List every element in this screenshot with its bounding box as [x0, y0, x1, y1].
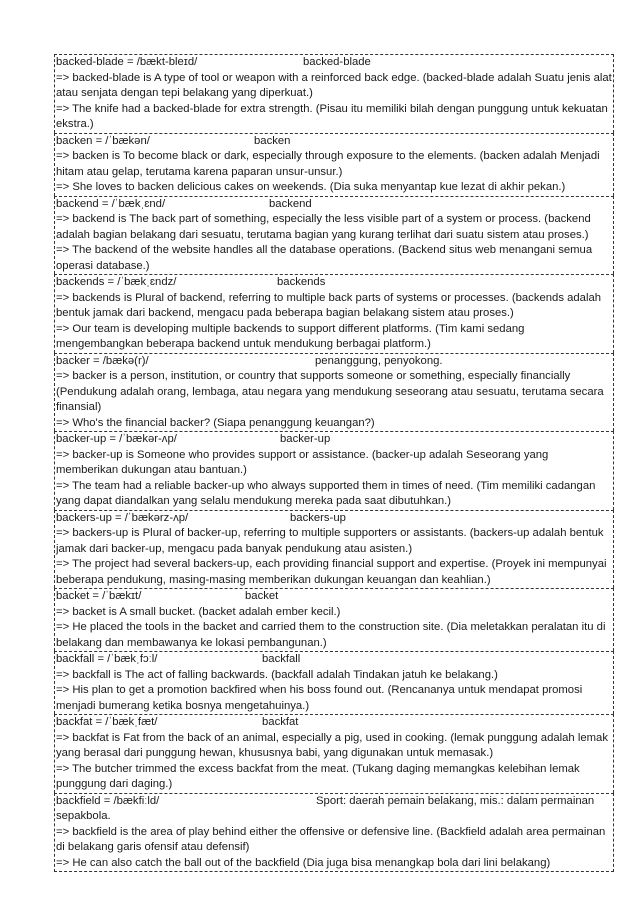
entry-meaning: backfat	[262, 716, 299, 728]
entry-definition: => backers-up is Plural of backer-up, referring to multiple supporters or assistants. (backers-up adalah bentuk jamak dari backer-up, mengacu pada banyak pendukung atau asisten.)	[56, 527, 604, 555]
entry-example: => He can also catch the ball out of the backfield (Dia juga bisa menangkap bola dari lini belakang)	[56, 856, 551, 869]
entry-header	[55, 354, 613, 370]
entry-definition: => backed-blade is A type of tool or weapon with a reinforced back edge. (backed-blade adalah Suatu jenis alat atau senjata dengan tepi belakang yang diperkuat.)	[56, 71, 612, 99]
entry-header	[55, 652, 613, 668]
entry-definition: => backfall is The act of falling backwards. (backfall adalah Tindakan jatuh ke belakang.)	[56, 668, 498, 681]
entry-definition: => backfat is Fat from the back of an animal, especially a pig, used in cooking. (lemak punggung adalah lemak yang berasal dari punggung hewan, khususnya babi, yang digunakan untuk memasak.)	[56, 731, 608, 759]
entry-header	[55, 432, 613, 448]
entry-header	[55, 134, 613, 150]
entry-term: backfield = /bækfiːld/	[56, 794, 160, 807]
dictionary-entry	[54, 196, 614, 275]
dictionary-entry	[54, 353, 614, 432]
entry-meaning: backers-up	[290, 511, 346, 524]
entry-header	[55, 55, 613, 71]
dictionary-page	[54, 54, 614, 872]
entry-example: => Who's the financial backer? (Siapa penanggung keuangan?)	[56, 416, 375, 429]
entry-term: backed-blade = /bækt-bleɪd/	[56, 56, 198, 68]
entry-header	[55, 794, 613, 825]
entry-header	[55, 275, 613, 291]
entry-definition: => backen is To become black or dark, especially through exposure to the elements. (backen adalah Menjadi hitam atau gelap, terutama karena paparan unsur-unsur.)	[56, 150, 600, 178]
entry-term: backer-up = /ˈbækər-ʌp/	[56, 433, 177, 445]
entry-definition: => backends is Plural of backend, referring to multiple back parts of systems or processes. (backends adalah bentuk jamak dari backend, mengacu pada beberapa bagian belakang sistem atau proses.)	[56, 291, 602, 319]
entry-header	[55, 715, 613, 731]
entry-meaning: backet	[245, 590, 279, 602]
entry-term: backend = /ˈbækˌɛnd/	[56, 197, 166, 210]
entry-term: backends = /ˈbækˌɛndz/	[56, 276, 177, 288]
entry-definition: => backer-up is Someone who provides support or assistance. (backer-up adalah Seseorang yang memberikan dukungan atau bantuan.)	[56, 448, 549, 476]
entry-term: backfat = /ˈbækˌfæt/	[56, 716, 158, 728]
entry-term: backers-up = /ˈbækərz-ʌp/	[56, 511, 189, 524]
entry-example: => His plan to get a promotion backfired when his boss found out. (Rencananya untuk mendapat promosi menjadi bumerang ketika bosnya mengetahuinya.)	[56, 684, 583, 712]
entry-example: => The backend of the website handles all the database operations. (Backend situs web menangani semua operasi database.)	[56, 244, 593, 272]
entry-meaning: penanggung, penyokong.	[315, 354, 443, 367]
entry-example: => She loves to backen delicious cakes on weekends. (Dia suka menyantap kue lezat di akhir pekan.)	[56, 181, 566, 193]
dictionary-entry	[54, 431, 614, 510]
entry-example: => Our team is developing multiple backends to support different platforms. (Tim kami sedang mengembangkan beberapa backend untuk mendukung berbagai platform.)	[56, 322, 525, 350]
entry-example: => The butcher trimmed the excess backfat from the meat. (Tukang daging memangkas kelebihan lemak punggung dari daging.)	[56, 762, 580, 790]
entry-meaning: backer-up	[280, 433, 331, 445]
entry-header	[55, 511, 613, 527]
entry-term: backfall = /ˈbækˌfɔːl/	[56, 653, 158, 665]
entry-definition: => backend is The back part of something, especially the less visible part of a system or process. (backend adalah bagian belakang dari sesuatu, terutama bagian yang kurang terlihat dari suatu sistem atau proses.)	[56, 213, 591, 241]
entry-example: => The project had several backers-up, each providing financial support and expertise. (Proyek ini mempunyai beberapa pendukung, masing-masing memberikan dukungan keuangan dan keahlian.)	[56, 558, 607, 586]
entry-definition: => backet is A small bucket. (backet adalah ember kecil.)	[56, 605, 341, 618]
dictionary-entry	[54, 793, 614, 873]
entry-meaning: backfall	[262, 653, 301, 665]
dictionary-entry	[54, 54, 614, 133]
dictionary-entry	[54, 274, 614, 353]
entry-example: => The knife had a backed-blade for extra strength. (Pisau itu memiliki bilah dengan punggung untuk kekuatan ekstra.)	[56, 102, 608, 130]
entry-definition: => backer is a person, institution, or country that supports someone or something, especially financially (Pendukung adalah orang, lembaga, atau negara yang mendukung seseorang atau sesuatu, terutama secara finansial)	[56, 370, 604, 413]
entry-meaning: Sport: daerah pemain belakang, mis.: dalam permainan sepakbola.	[56, 794, 595, 822]
entry-header	[55, 197, 613, 213]
entry-example: => The team had a reliable backer-up who always supported them in times of need. (Tim memiliki cadangan yang dapat diandalkan yang selalu mendukung mereka pada saat dibutuhkan.)	[56, 479, 596, 507]
entry-term: backet = /ˈbækɪt/	[56, 590, 142, 602]
entry-meaning: backed-blade	[303, 56, 371, 68]
dictionary-entry	[54, 133, 614, 196]
dictionary-entry	[54, 510, 614, 589]
entry-example: => He placed the tools in the backet and carried them to the construction site. (Dia meletakkan peralatan itu di belakang dan membawanya ke lokasi pembangunan.)	[56, 621, 606, 649]
entry-term: backen = /ˈbækən/	[56, 134, 150, 147]
entry-meaning: backen	[254, 134, 291, 147]
entry-header	[55, 589, 613, 605]
dictionary-entry	[54, 588, 614, 651]
entry-meaning: backends	[277, 276, 326, 288]
dictionary-entry	[54, 714, 614, 793]
entry-term: backer = /bækə(r)/	[56, 354, 149, 367]
entry-definition: => backfield is the area of play behind either the offensive or defensive line. (Backfield adalah area permainan di belakang garis ofensif atau defensif)	[56, 825, 606, 853]
entry-meaning: backend	[269, 197, 312, 210]
dictionary-entry	[54, 651, 614, 714]
